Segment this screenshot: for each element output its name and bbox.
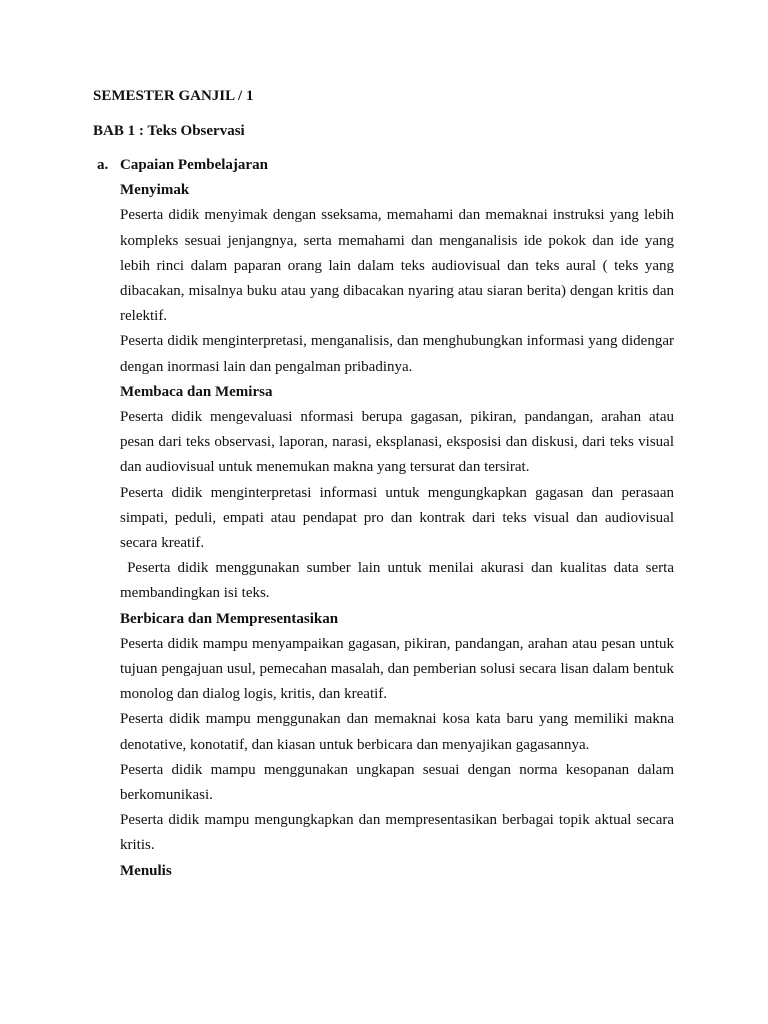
section-content — [120, 153, 678, 884]
paragraph: Peserta didik menyimak dengan sseksama, memahami dan memaknai instruksi yang lebih kompleks sesuai jenjangnya, serta memahami dan menganalisis ide pokok dan ide yang lebih rinci dalam paparan orang lain dalam teks audiovisual dan teks aural ( teks yang dibacakan, misalnya buku atau yang dibacakan nyaring atau siaran berita) dengan kritis dan relektif. — [120, 207, 674, 325]
paragraph: Peserta didik mampu menggunakan dan memaknai kosa kata baru yang memiliki makna denotative, konotatif, dan kiasan untuk berbicara dan menyajikan gagasannya. — [120, 711, 674, 753]
paragraph: Peserta didik menginterpretasi, menganalisis, dan menghubungkan informasi yang didengar dengan inormasi lain dan pengalman pribadinya. — [120, 333, 674, 375]
paragraph: Peserta didik menginterpretasi informasi untuk mengungkapkan gagasan dan perasaan simpati, peduli, empati atau pendapat pro dan kontrak dari teks visual dan audiovisual secara kreatif. — [120, 484, 674, 552]
paragraph: Peserta didik mampu mengungkapkan dan mempresentasikan berbagai topik aktual secara kritis. — [120, 812, 674, 854]
subheading-menulis: Menulis — [120, 862, 172, 879]
paragraph: Peserta didik mampu menggunakan ungkapan sesuai dengan norma kesopanan dalam berkomunikasi. — [120, 761, 674, 804]
subheading-membaca-dan-memirsa: Membaca dan Memirsa — [120, 383, 273, 400]
subheading-berbicara-dan-mempresentasikan: Berbicara dan Mempresentasikan — [120, 610, 339, 627]
section-marker: a. — [97, 157, 109, 173]
subheading-menyimak: Menyimak — [120, 182, 190, 199]
paragraph: Peserta didik mampu menyampaikan gagasan, pikiran, pandangan, arahan atau pesan untuk tujuan pengajuan usul, pemecahan masalah, dan pemberian solusi secara lisan dalam bentuk monolog dan dialog logis, kritis, dan kreatif. — [120, 635, 674, 703]
page-title: SEMESTER GANJIL / 1 — [93, 88, 254, 104]
chapter-heading: BAB 1 : Teks Observasi — [93, 123, 245, 139]
paragraph: Peserta didik mengevaluasi nformasi berupa gagasan, pikiran, pandangan, arahan atau pesan dari teks observasi, laporan, narasi, eksplanasi, eksposisi dan diskusi, dari teks visual dan audiovisual untuk menemukan makna yang tersurat dan tersirat. — [120, 409, 674, 476]
paragraph: Peserta didik menggunakan sumber lain untuk menilai akurasi dan kualitas data serta membandingkan isi teks. — [120, 560, 678, 602]
section-title: Capaian Pembelajaran — [120, 157, 268, 173]
